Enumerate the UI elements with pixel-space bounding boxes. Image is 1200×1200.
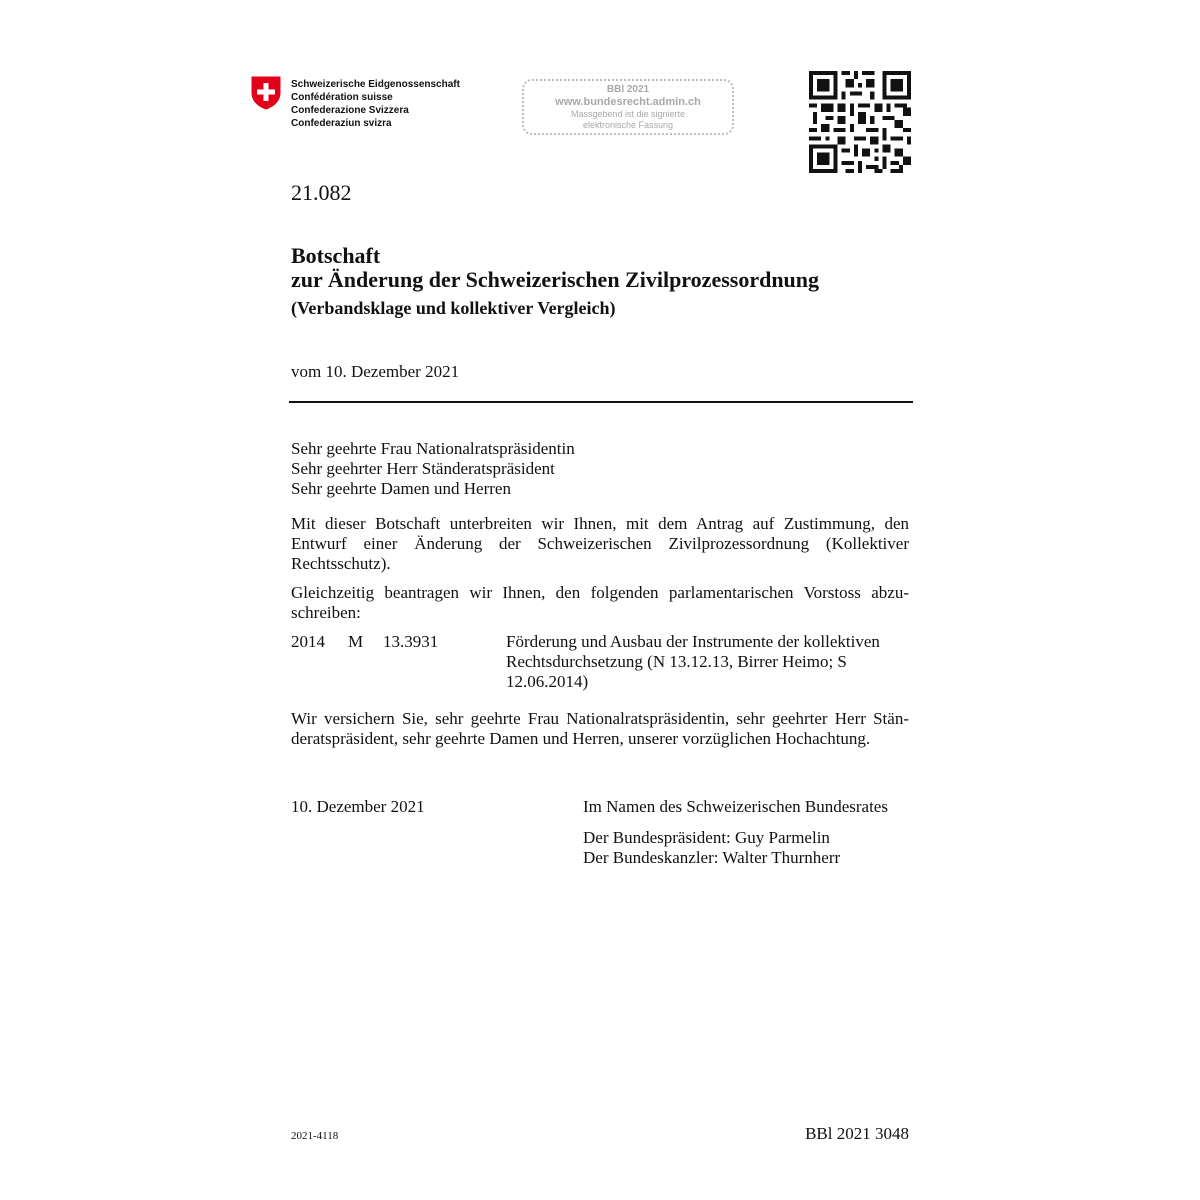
stamp-line-1: BBl 2021 xyxy=(606,84,650,95)
confederation-name-fr: Confédération suisse xyxy=(291,92,393,103)
document-date: vom 10. Dezember 2021 xyxy=(291,362,460,381)
document-title xyxy=(291,244,911,320)
signature-chancellor: Der Bundeskanzler: Walter Thurnherr xyxy=(583,848,841,867)
signature-date: 10. Dezember 2021 xyxy=(291,797,425,816)
confederation-names xyxy=(291,78,460,130)
qr-code-icon xyxy=(809,71,911,173)
footer-reference-number: 2021-4118 xyxy=(291,1130,339,1142)
stamp-line-4: elektronische Fassung xyxy=(582,120,674,130)
official-publication-stamp xyxy=(522,79,734,135)
salutation-line-1: Sehr geehrte Frau Nationalratspräsidentin xyxy=(291,439,575,458)
signature-block xyxy=(583,797,888,868)
signature-on-behalf: Im Namen des Schweizerischen Bundesrates xyxy=(583,797,888,816)
signature-president: Der Bundespräsident: Guy Parmelin xyxy=(583,828,830,847)
salutation-line-2: Sehr geehrter Herr Ständeratspräsident xyxy=(291,459,555,478)
horizontal-rule xyxy=(289,401,913,403)
motion-number: 13.3931 xyxy=(383,632,439,651)
stamp-line-2: www.bundesrecht.admin.ch xyxy=(555,96,701,108)
document-number: 21.082 xyxy=(291,180,352,205)
paragraph-closing: Wir versichern Sie, sehr geehrte Frau Nationalratspräsidentin, sehr geehrter Herr Ständeratspräsident, sehr geehrte Damen und Herren, unserer vorzüglichen Hochachtung. xyxy=(291,709,909,748)
title-line-1: Botschaft xyxy=(291,243,381,268)
swiss-coat-of-arms-icon xyxy=(251,76,281,110)
footer-page-reference: BBl 2021 3048 xyxy=(805,1124,909,1143)
title-line-2: zur Änderung der Schweizerischen Zivilprozessordnung xyxy=(291,267,820,292)
paragraph-submission: Mit dieser Botschaft unterbreiten wir Ihnen, mit dem Antrag auf Zustimmung, den Entwurf einer Änderung der Schweizerischen Zivilprozessordnung (Kollektiver Rechtsschutz). xyxy=(291,514,909,573)
salutation-line-3: Sehr geehrte Damen und Herren xyxy=(291,479,511,498)
confederation-name-rm: Confederaziun svizra xyxy=(291,118,392,129)
paragraph-motion-request: Gleichzeitig beantragen wir Ihnen, den folgenden parlamentarischen Vorstoss abzuschreiben: xyxy=(291,583,909,622)
salutation xyxy=(291,439,909,499)
motion-year: 2014 xyxy=(291,632,325,651)
confederation-name-de: Schweizerische Eidgenossenschaft xyxy=(291,79,460,90)
motion-description: Förderung und Ausbau der Instrumente der kollektiven Rechtsdurchsetzung (N 13.12.13, Birrer Heimo; S 12.06.2014) xyxy=(506,632,880,691)
confederation-name-it: Confederazione Svizzera xyxy=(291,105,409,116)
motion-type: M xyxy=(348,632,364,651)
title-line-3: (Verbandsklage und kollektiver Vergleich) xyxy=(291,298,616,318)
stamp-line-3: Massgebend ist die signierte xyxy=(570,109,686,119)
